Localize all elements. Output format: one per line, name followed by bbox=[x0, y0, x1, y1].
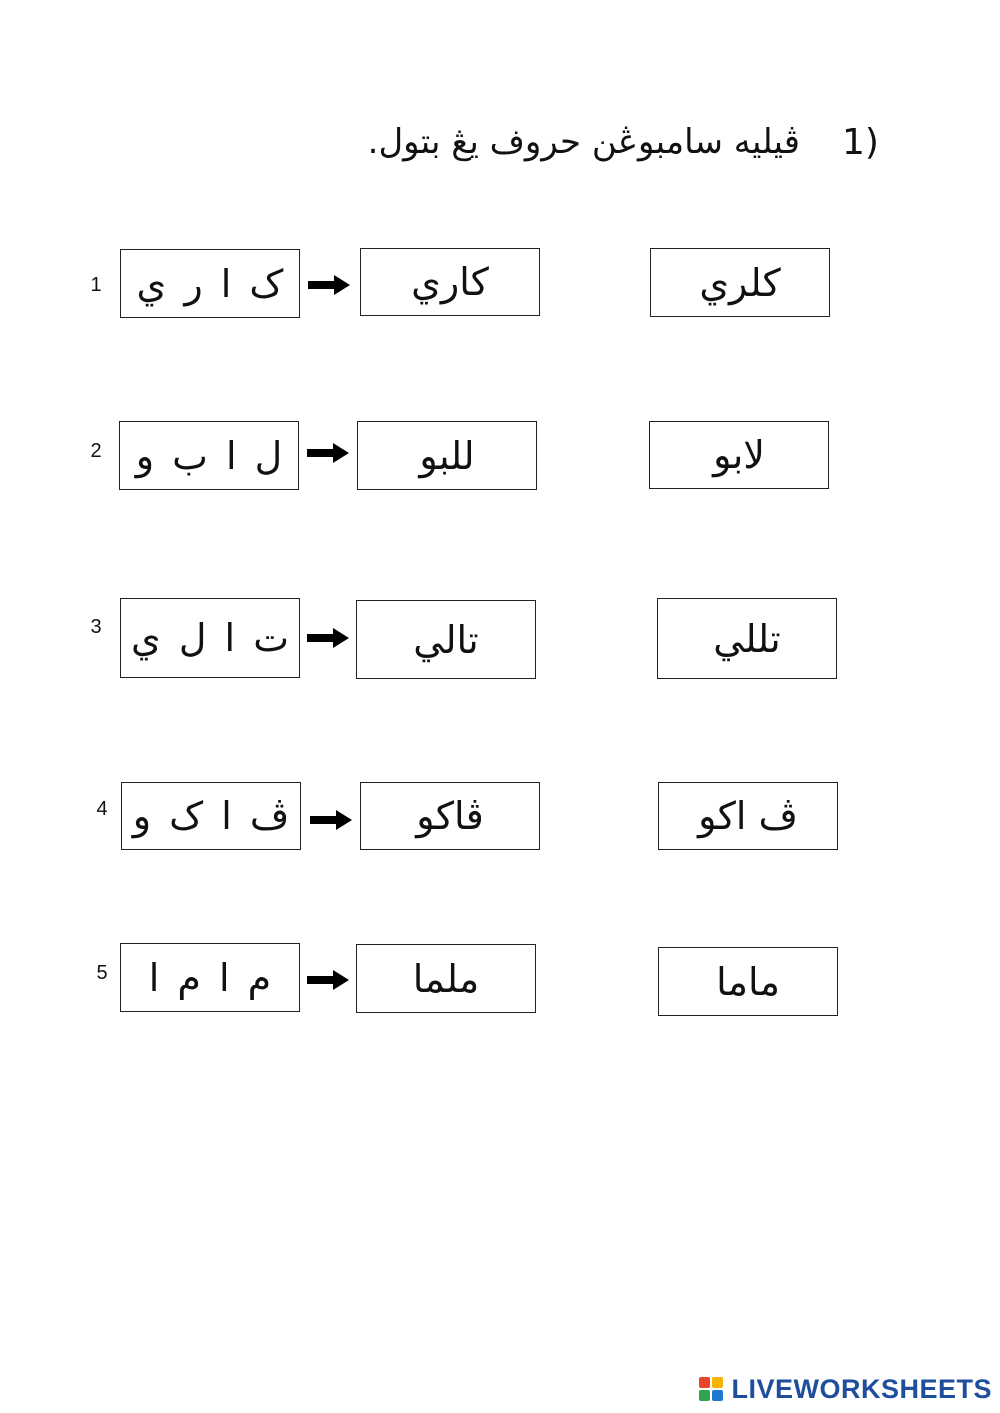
question-number: 1) bbox=[842, 122, 879, 163]
word-option-box[interactable]: کلري bbox=[650, 248, 830, 317]
arrow-right-icon bbox=[305, 626, 351, 650]
row-number: 4 bbox=[96, 798, 108, 820]
arrow-right-icon bbox=[306, 273, 352, 297]
answer-target-box[interactable]: ملما bbox=[356, 944, 536, 1013]
row-number: 3 bbox=[90, 616, 102, 638]
word-option-box[interactable]: تللي bbox=[657, 598, 837, 679]
answer-target-box[interactable]: ڤاکو bbox=[360, 782, 540, 850]
answer-target-box[interactable]: تالي bbox=[356, 600, 536, 679]
brand-logo bbox=[699, 1374, 992, 1405]
word-option-box[interactable]: ماما bbox=[658, 947, 838, 1016]
row-number: 5 bbox=[96, 962, 108, 984]
letters-box: ک ا ر ي bbox=[120, 249, 300, 318]
answer-target-box[interactable]: للبو bbox=[357, 421, 537, 490]
answer-target-box[interactable]: کاري bbox=[360, 248, 540, 316]
brand-name: LIVEWORKSHEETS bbox=[731, 1374, 992, 1404]
letters-box: ت ا ل ي bbox=[120, 598, 300, 678]
arrow-right-icon bbox=[308, 808, 354, 832]
letters-box: ڤ ا ک و bbox=[121, 782, 301, 850]
row-number: 1 bbox=[90, 274, 102, 296]
question-instruction: ڤيليه سامبوڠن حروف يڠ بتول. bbox=[367, 122, 800, 162]
row-number: 2 bbox=[90, 440, 102, 462]
letters-box: م ا م ا bbox=[120, 943, 300, 1012]
liveworksheets-logo-icon bbox=[699, 1377, 725, 1403]
arrow-right-icon bbox=[305, 441, 351, 465]
word-option-box[interactable]: ڤ اکو bbox=[658, 782, 838, 850]
word-option-box[interactable]: لابو bbox=[649, 421, 829, 489]
arrow-right-icon bbox=[305, 968, 351, 992]
letters-box: ل ا ب و bbox=[119, 421, 299, 490]
